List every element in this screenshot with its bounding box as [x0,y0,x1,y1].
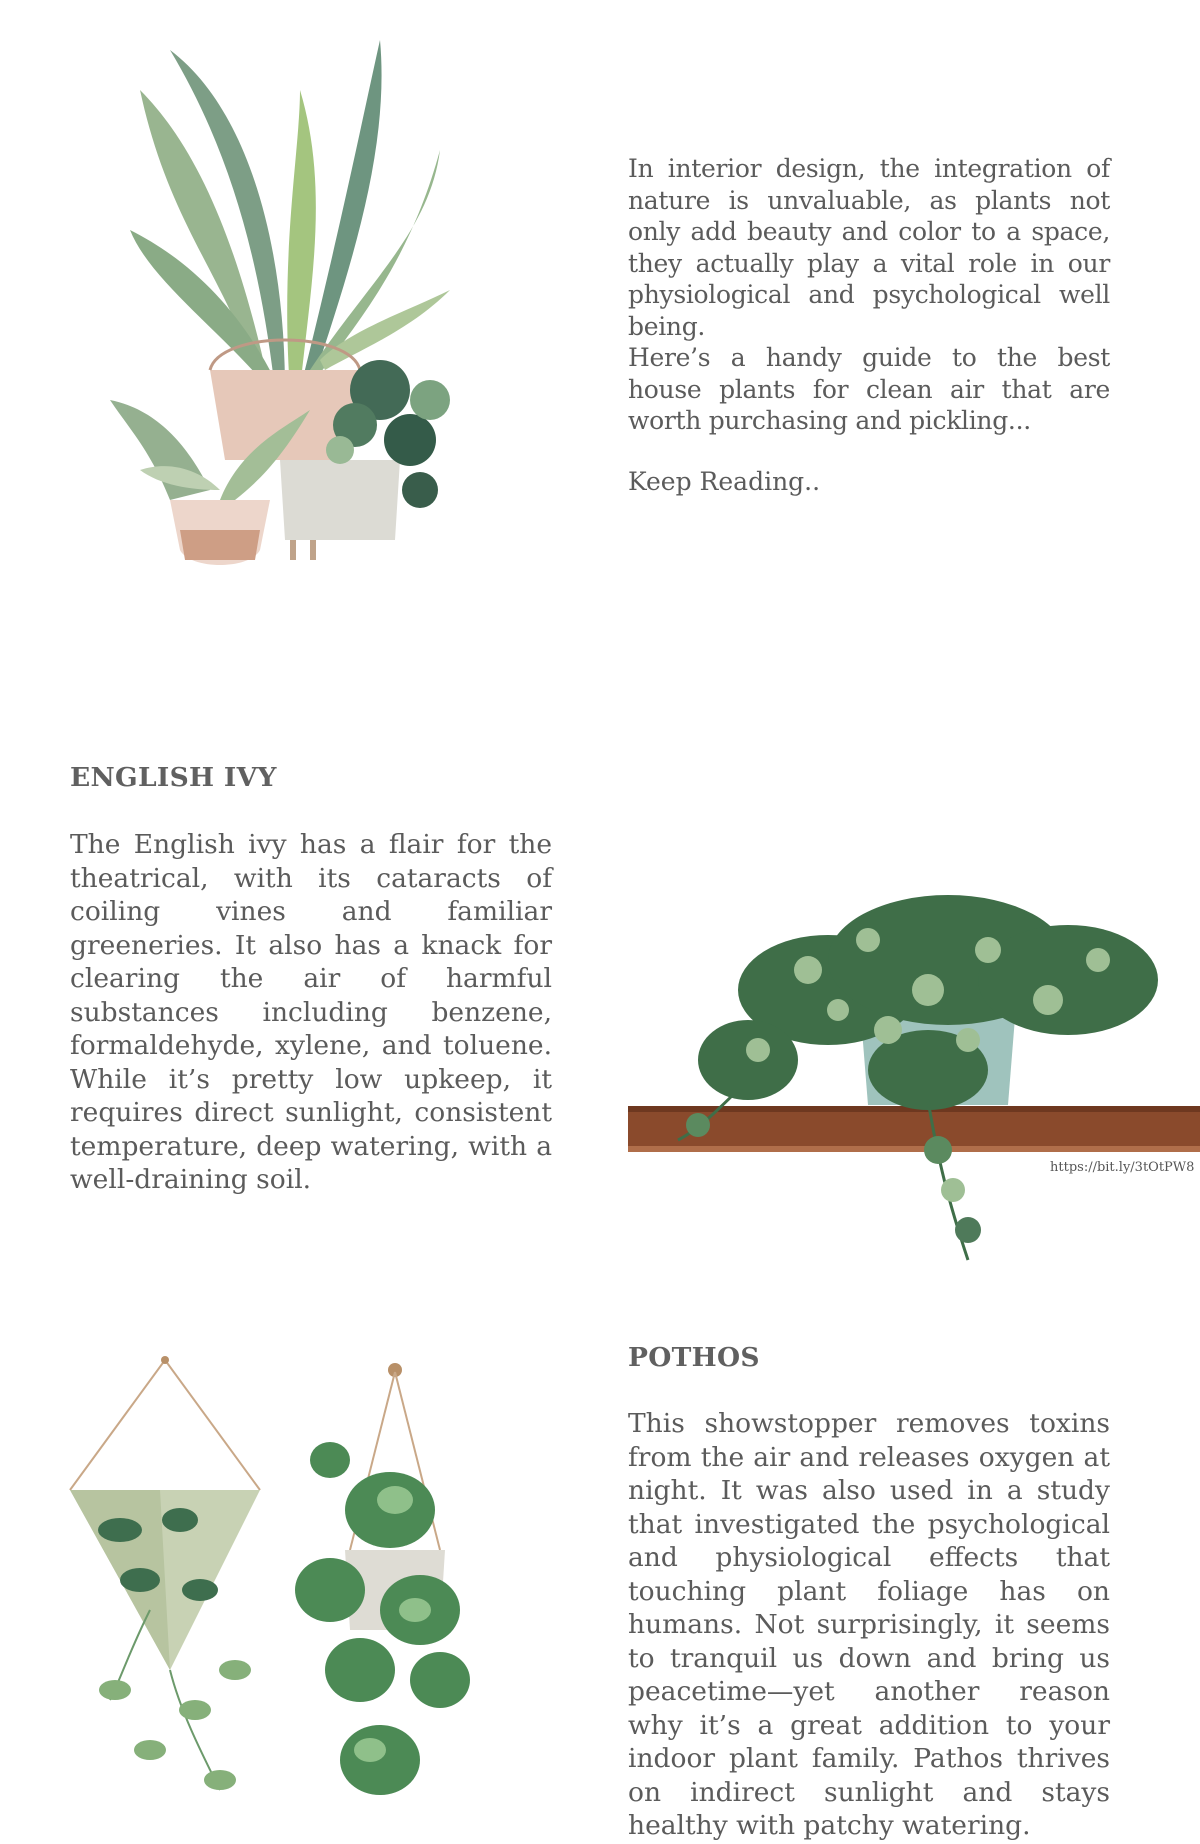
potted-plants-illustration [110,30,490,580]
intro-paragraph: Here’s a handy guide to the best house plants for clean air that are worth purchasing and pickling... [628,343,1110,435]
english-ivy-photo [628,870,1200,1270]
intro-paragraph: In interior design, the integration of nature is unvaluable, as plants not only add beauty and color to a space, they actually play a vital role in our physiological and psychological well being. [628,154,1110,341]
pothos-description: This showstopper removes toxins from the air and releases oxygen at night. It was also used in a study that investigated the psychological and physiological effects that touching plant foliage has on humans. Not surprisingly, it seems to tranquil us down and bring us peacetime—yet another reason why it’s a great addition to your indoor plant family. Pathos thrives on indirect sunlight and stays healthy with patchy watering. [628,1408,1110,1841]
keep-reading-link[interactable]: Keep Reading.. [628,467,821,496]
intro-text [628,153,1110,437]
image-credit: https://bit.ly/3tOtPW8 [1050,1160,1195,1175]
section-title-pothos: POTHOS [628,1342,760,1373]
english-ivy-description: The English ivy has a flair for the theatrical, with its cataracts of coiling vines and familiar greeneries. It also has a knack for clearing the air of harmful substances including benzene, formaldehyde, xylene, and toluene. While it’s pretty low upkeep, it requires direct sunlight, consistent temperature, deep watering, with a well-draining soil. [70,829,552,1195]
hanging-pothos-illustration [60,1350,540,1810]
section-title-english-ivy: ENGLISH IVY [70,762,277,793]
